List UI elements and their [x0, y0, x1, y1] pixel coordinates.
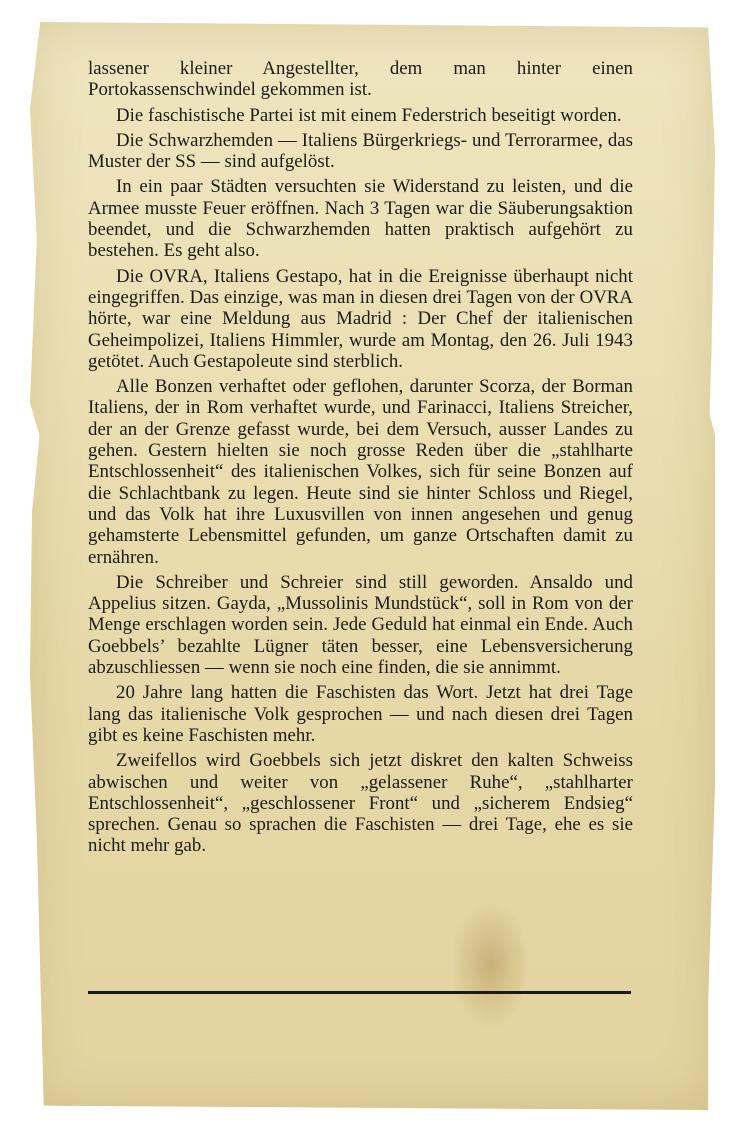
paragraph-8: 20 Jahre lang hatten die Faschisten das Wort. Jetzt hat drei Tage lang das italienische Volk gesprochen — und nach diesen drei Tagen gibt es keine Faschisten mehr.: [88, 682, 633, 746]
paragraph-2: Die faschistische Partei ist mit einem Federstrich beseitigt worden.: [116, 104, 622, 126]
closing-rule: [88, 991, 631, 994]
article-text: [88, 58, 633, 861]
paragraph-6: Alle Bonzen verhaftet oder geflohen, darunter Scorza, der Borman Italiens, der in Rom verhaftet wurde, und Farinacci, Italiens Streicher, der an der Grenze gefasst wurde, bei dem Versuch, ausser Landes zu gehen. Gestern hielten sie noch grosse Reden über die „stahlharte Entschlossenheit“ des italienischen Volkes, sich für seine Bonzen auf die Schlachtbank zu legen. Heute sind sie hinter Schloss und Riegel, und das Volk hat ihre Luxusvillen von innen angesehen und genug gehamsterte Lebensmittel gefunden, um ganze Ortschaften damit zu ernähren.: [88, 376, 633, 568]
paragraph-5: Die OVRA, Italiens Gestapo, hat in die Ereignisse überhaupt nicht eingegriffen. Das einzige, was man in diesen drei Tagen von der OVRA hörte, war eine Meldung aus Madrid : Der Chef der italienischen Geheimpolizei, Italiens Himmler, wurde am Montag, den 26. Juli 1943 getötet. Auch Gestapoleute sind sterblich.: [88, 265, 633, 372]
paragraph-9: Zweifellos wird Goebbels sich jetzt diskret den kalten Schweiss abwischen und weiter von „gelassener Ruhe“, „stahlharter Entschlossenheit“, „geschlossener Front“ und „sicherem Endsieg“ sprechen. Genau so sprachen die Faschisten — drei Tage, ehe es sie nicht mehr gab.: [88, 750, 633, 857]
paragraph-4: In ein paar Städten versuchten sie Widerstand zu leisten, und die Armee musste Feuer eröffnen. Nach 3 Tagen war die Säuberungsaktion beendet, und die Schwarzhemden hatten praktisch aufgehört zu bestehen. Es geht also.: [88, 176, 633, 262]
water-stain: [450, 900, 530, 1030]
paragraph-3: Die Schwarzhemden — Italiens Bürgerkriegs- und Terrorarmee, das Muster der SS — sind aufgelöst.: [88, 129, 633, 173]
paragraph-7: Die Schreiber und Schreier sind still geworden. Ansaldo und Appelius sitzen. Gayda, „Mussolinis Mundstück“, soll in Rom von der Menge erschlagen worden sein. Jede Geduld hat einmal ein Ende. Auch Goebbels’ bezahlte Lügner täten besser, eine Lebensversicherung abzuschliessen — wenn sie noch eine finden, die sie annimmt.: [88, 571, 633, 679]
paragraph-1: lassener kleiner Angestellter, dem man hinter einen Portokassenschwindel gekommen ist.: [88, 58, 633, 101]
